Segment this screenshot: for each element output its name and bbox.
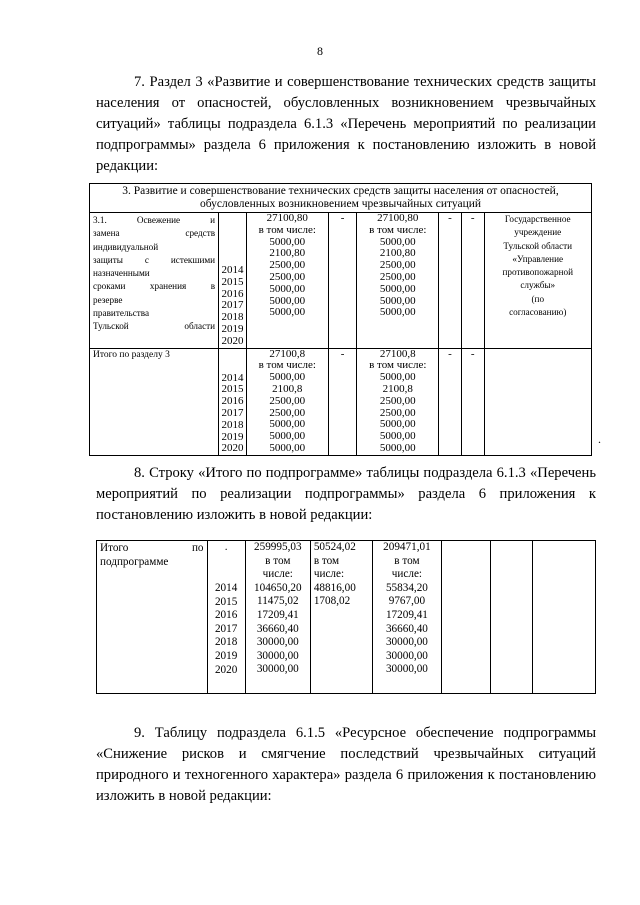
year-label: 2017 xyxy=(214,622,238,635)
year-col5-value: 2500,00 xyxy=(379,394,416,407)
in-that-label: в том xyxy=(265,554,291,567)
year-total-value: 2100,80 xyxy=(269,247,306,260)
year-label: 2017 xyxy=(221,406,244,419)
year-col5-value: 9767,00 xyxy=(388,595,426,608)
year-total-value: 11475,02 xyxy=(257,595,299,608)
years-cell: . 2014 2015 2016 2017 2018 2019 2020 xyxy=(207,541,245,694)
col6-cell xyxy=(442,541,491,694)
paragraph-7: 7. Раздел 3 «Развитие и совершенствование технических средств защиты населения от опасностей, обусловленных возникновением чрезвычайных ситуаций» таблицы подраздела 6.1.3 «Перечень мероприятий по реализации подпрограммы» раздела 6 приложения к постановлению изложить в новой редакции: xyxy=(96,74,596,174)
year-label: 2015 xyxy=(221,383,244,396)
year-label: 2019 xyxy=(221,430,244,443)
executor-cell-empty xyxy=(484,348,591,456)
paragraph-9: 9. Таблицу подраздела 6.1.5 «Ресурсное обеспечение подпрограммы «Снижение рисков и смягчение последствий чрезвычайных ситуаций природного и техногенного характера» раздела 6 приложения к постановлению изложить в новой редакции: xyxy=(96,725,596,804)
col5-cell xyxy=(357,348,439,456)
table-row xyxy=(90,213,592,349)
total-sum: 27100,80 xyxy=(266,212,308,224)
year-label: 2020 xyxy=(221,442,244,455)
year-total-value: 2500,00 xyxy=(269,259,306,272)
year-label: 2018 xyxy=(221,311,244,324)
year-col5-value: 5000,00 xyxy=(379,441,416,454)
col8-cell xyxy=(532,541,595,694)
year-col5-value: 2500,00 xyxy=(379,259,416,272)
measure-name-line: защиты с истекшими xyxy=(93,254,216,265)
year-label: 2016 xyxy=(221,395,244,408)
col5-sum: 27100,8 xyxy=(379,347,416,360)
year-label: 2016 xyxy=(214,609,238,622)
year-label: 2016 xyxy=(221,287,244,300)
year-total-value: 17209,41 xyxy=(256,608,299,621)
year-total-value: 30000,00 xyxy=(256,649,299,662)
year-col5-value: 2100,80 xyxy=(379,247,416,260)
total-sum: 27100,8 xyxy=(269,347,306,360)
table-row xyxy=(90,348,592,456)
year-total-value: 5000,00 xyxy=(269,418,306,431)
year-total-value: 5000,00 xyxy=(269,282,306,295)
year-total-value: 30000,00 xyxy=(256,636,299,649)
total-cell xyxy=(246,348,328,456)
in-that-label: числе: xyxy=(262,568,293,581)
year-label: 2019 xyxy=(214,649,238,662)
measure-name-cell xyxy=(90,213,219,349)
year-col5-value: 2100,8 xyxy=(382,382,413,395)
label-line: подпрограмме xyxy=(100,555,169,568)
year-total-value: 2100,8 xyxy=(272,382,303,395)
col6-cell: - xyxy=(439,348,462,456)
year-total-value: 2500,00 xyxy=(269,406,306,419)
year-col5-value: 5000,00 xyxy=(379,282,416,295)
measure-name-line: 3.1. Освежение и xyxy=(93,215,216,225)
in-that-label: в том числе: xyxy=(258,223,316,236)
year-col5-value: 17209,41 xyxy=(385,608,428,621)
measure-name-line: замена средств xyxy=(93,228,216,239)
year-col5-value: 30000,00 xyxy=(385,663,428,676)
measure-name-line: сроками хранения в xyxy=(93,281,216,292)
year-total-value: 2500,00 xyxy=(269,270,306,283)
year-label: 2014 xyxy=(214,582,238,594)
in-that-label: в том числе: xyxy=(369,223,427,236)
subprogram-total-table xyxy=(96,540,596,694)
year-total-value: 104650,20 xyxy=(254,581,302,594)
col7-cell: - xyxy=(461,213,484,349)
years-cell xyxy=(219,348,247,456)
executor-line: службы» xyxy=(520,280,556,291)
col4-sum: 50524,02 xyxy=(313,541,356,553)
executor-line: противопожарной xyxy=(502,267,574,278)
year-label: 2017 xyxy=(221,299,244,312)
table-row xyxy=(97,541,596,694)
year-col5-value: 2500,00 xyxy=(379,406,416,419)
year-total-value: 5000,00 xyxy=(269,441,306,454)
measure-name-line: правительства xyxy=(93,308,150,319)
year-col4-value: 48816,00 xyxy=(313,581,356,594)
section-3-header: 3. Развитие и совершенствование технических средств защиты населения от опасностей, обусловленных возникновением чрезвычайных ситуаций xyxy=(90,184,592,213)
year-col5-value: 5000,00 xyxy=(379,430,416,443)
executor-line: «Управление xyxy=(512,253,564,264)
year-label: 2020 xyxy=(214,663,238,676)
year-col4-value: 1708,02 xyxy=(313,595,351,608)
year-col5-value: 30000,00 xyxy=(385,636,428,649)
col4-cell: - xyxy=(328,348,357,456)
executor-line: согласованию) xyxy=(509,307,567,318)
year-col5-value: 30000,00 xyxy=(385,649,428,662)
year-label: 2019 xyxy=(221,322,244,335)
section-3-table xyxy=(89,183,592,456)
in-that-label: числе: xyxy=(313,568,345,581)
executor-line: (по xyxy=(531,293,545,304)
year-col5-value: 36660,40 xyxy=(385,622,428,635)
measure-name-line: резерве xyxy=(93,294,123,305)
subprogram-total-label: Итого по подпрограмме xyxy=(97,541,208,694)
page-number: 8 xyxy=(317,44,323,58)
in-that-label: в том xyxy=(313,554,340,567)
executor-line: Государственное xyxy=(504,214,571,224)
measure-name-line: Тульской области xyxy=(93,321,216,332)
year-label: 2018 xyxy=(221,418,244,431)
year-col5-value: 5000,00 xyxy=(379,371,416,384)
year-col5-value: 5000,00 xyxy=(379,235,416,248)
year-label: 2014 xyxy=(221,264,244,276)
years-cell xyxy=(219,213,247,349)
in-that-label: в том xyxy=(394,554,420,567)
total-sum: 259995,03 xyxy=(254,541,302,553)
year-total-value: 30000,00 xyxy=(256,663,299,676)
col4-cell: - xyxy=(328,213,357,349)
year-col5-value: 5000,00 xyxy=(379,306,416,319)
year-total-value: 5000,00 xyxy=(269,371,306,384)
section-total-label: Итого по разделу 3 xyxy=(90,348,219,456)
year-col5-value: 55834,20 xyxy=(385,581,428,594)
year-total-value: 5000,00 xyxy=(269,294,306,307)
executor-line: Тульской области xyxy=(503,240,573,251)
year-label: 2020 xyxy=(221,334,244,347)
col7-cell xyxy=(490,541,532,694)
year-total-value: 5000,00 xyxy=(269,430,306,443)
col5-sum: 27100,80 xyxy=(377,212,419,224)
col5-cell xyxy=(357,213,439,349)
year-col5-value: 2500,00 xyxy=(379,270,416,283)
year-total-value: 5000,00 xyxy=(269,235,306,248)
col5-sum: 209471,01 xyxy=(383,541,431,553)
year-label: 2018 xyxy=(214,636,238,649)
year-label: 2014 xyxy=(221,371,244,384)
year-label: 2015 xyxy=(221,275,244,288)
year-col5-value: 5000,00 xyxy=(379,418,416,431)
total-cell xyxy=(246,213,328,349)
col5-cell xyxy=(372,541,441,694)
measure-name-line: назначенными xyxy=(93,268,150,279)
paragraph-8: 8. Строку «Итого по подпрограмме» таблицы подраздела 6.1.3 «Перечень мероприятий по реализации подпрограммы» раздела 6 приложения к постановлению изложить в новой редакции: xyxy=(96,465,596,523)
in-that-label: числе: xyxy=(391,568,423,581)
col7-cell: - xyxy=(461,348,484,456)
year-total-value: 5000,00 xyxy=(269,306,306,319)
executor-line: учреждение xyxy=(514,227,562,238)
year-col5-value: 5000,00 xyxy=(379,294,416,307)
col4-cell xyxy=(310,541,372,694)
measure-name-line: индивидуальной xyxy=(93,241,159,252)
col6-cell: - xyxy=(439,213,462,349)
year-label: 2015 xyxy=(214,595,238,608)
in-that-label: в том числе: xyxy=(369,359,427,372)
executor-cell xyxy=(484,213,591,349)
total-cell xyxy=(245,541,310,694)
year-total-value: 2500,00 xyxy=(269,394,306,407)
stray-dot: . xyxy=(598,432,601,446)
in-that-label: в том числе: xyxy=(258,359,316,372)
year-total-value: 36660,40 xyxy=(256,622,299,635)
